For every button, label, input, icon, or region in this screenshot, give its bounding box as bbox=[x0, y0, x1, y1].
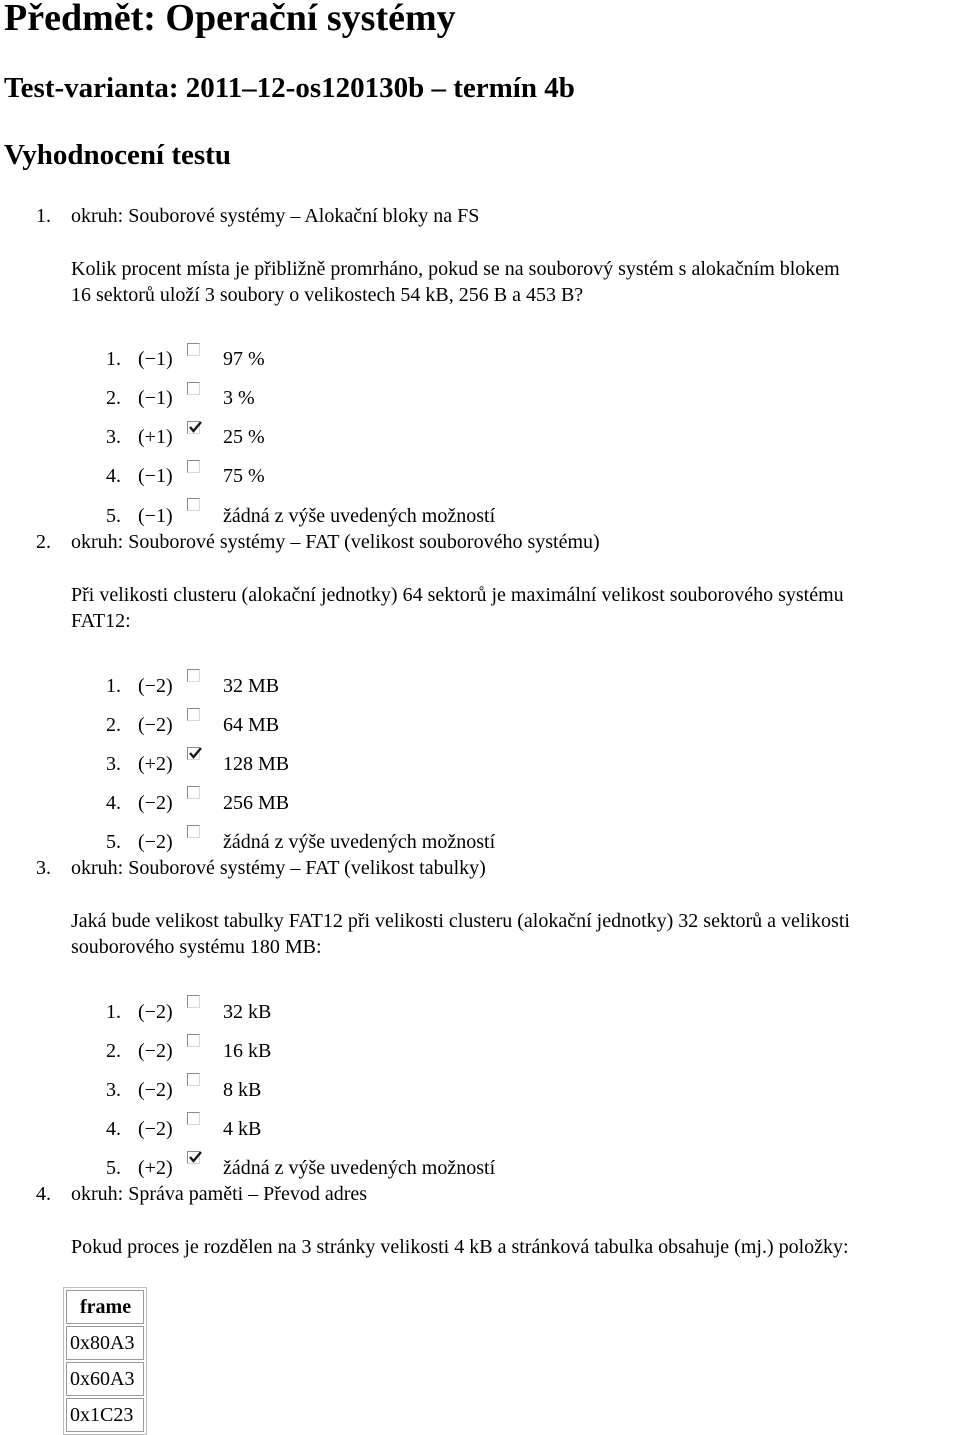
option-text: žádná z výše uvedených možností bbox=[223, 831, 496, 853]
option-score: (+2) bbox=[138, 753, 173, 775]
option-number: 4. bbox=[106, 1118, 121, 1140]
option-score: (−2) bbox=[138, 1079, 173, 1101]
option-checkbox[interactable] bbox=[187, 825, 200, 838]
option-checkbox[interactable] bbox=[187, 1034, 200, 1047]
option-score: (−2) bbox=[138, 1118, 173, 1140]
option-text: 32 MB bbox=[223, 675, 280, 697]
option-checkbox[interactable] bbox=[187, 708, 200, 721]
option-text: 16 kB bbox=[223, 1040, 272, 1062]
question-2-text-line-1: Při velikosti clusteru (alokační jednotky) 64 sektorů je maximální velikost souborového systému bbox=[71, 584, 844, 606]
option-number: 3. bbox=[106, 1079, 121, 1101]
option-score: (−1) bbox=[138, 505, 173, 527]
option-checkbox[interactable] bbox=[187, 460, 200, 473]
option-text: 256 MB bbox=[223, 792, 290, 814]
option-score: (+2) bbox=[138, 1157, 173, 1179]
table-cell: 0x1C23 bbox=[66, 1398, 144, 1432]
option-checkbox[interactable] bbox=[187, 1112, 200, 1125]
option-score: (−2) bbox=[138, 675, 173, 697]
question-1-number: 1. bbox=[36, 205, 51, 227]
option-score: (−1) bbox=[138, 348, 173, 370]
test-variant-heading: Test-varianta: 2011–12-os120130b – termín 4b bbox=[4, 72, 575, 104]
option-checkbox[interactable] bbox=[187, 498, 200, 511]
question-2-text-line-2: FAT12: bbox=[71, 610, 131, 632]
table-row bbox=[66, 1398, 144, 1432]
question-2-topic: okruh: Souborové systémy – FAT (velikost souborového systému) bbox=[71, 531, 600, 553]
option-checkbox[interactable] bbox=[187, 1073, 200, 1086]
option-number: 1. bbox=[106, 675, 121, 697]
table-row bbox=[66, 1362, 144, 1396]
question-4-number: 4. bbox=[36, 1183, 51, 1205]
option-number: 4. bbox=[106, 792, 121, 814]
check-icon bbox=[188, 746, 204, 762]
question-3-text-line-1: Jaká bude velikost tabulky FAT12 při velikosti clusteru (alokační jednotky) 32 sektorů a velikosti bbox=[71, 910, 850, 932]
option-checkbox[interactable] bbox=[187, 747, 200, 760]
option-checkbox[interactable] bbox=[187, 1151, 200, 1164]
option-checkbox[interactable] bbox=[187, 382, 200, 395]
option-number: 3. bbox=[106, 753, 121, 775]
option-number: 3. bbox=[106, 426, 121, 448]
option-number: 2. bbox=[106, 1040, 121, 1062]
question-2-number: 2. bbox=[36, 531, 51, 553]
option-number: 4. bbox=[106, 465, 121, 487]
option-score: (−2) bbox=[138, 1040, 173, 1062]
option-score: (−1) bbox=[138, 387, 173, 409]
option-checkbox[interactable] bbox=[187, 995, 200, 1008]
option-number: 5. bbox=[106, 831, 121, 853]
option-text: 75 % bbox=[223, 465, 265, 487]
table-cell: 0x80A3 bbox=[66, 1326, 144, 1360]
option-score: (−2) bbox=[138, 792, 173, 814]
question-3-number: 3. bbox=[36, 857, 51, 879]
option-text: 25 % bbox=[223, 426, 265, 448]
option-text: žádná z výše uvedených možností bbox=[223, 1157, 496, 1179]
option-number: 5. bbox=[106, 505, 121, 527]
option-score: (−2) bbox=[138, 1001, 173, 1023]
question-3-text-line-2: souborového systému 180 MB: bbox=[71, 936, 322, 958]
question-1-text-line-2: 16 sektorů uloží 3 soubory o velikostech 54 kB, 256 B a 453 B? bbox=[71, 284, 584, 306]
option-text: 97 % bbox=[223, 348, 265, 370]
option-text: 32 kB bbox=[223, 1001, 272, 1023]
option-text: 8 kB bbox=[223, 1079, 262, 1101]
question-4-topic: okruh: Správa paměti – Převod adres bbox=[71, 1183, 368, 1205]
option-number: 5. bbox=[106, 1157, 121, 1179]
option-checkbox[interactable] bbox=[187, 421, 200, 434]
option-score: (−1) bbox=[138, 465, 173, 487]
check-icon bbox=[188, 1150, 204, 1166]
option-text: 128 MB bbox=[223, 753, 290, 775]
question-3-topic: okruh: Souborové systémy – FAT (velikost tabulky) bbox=[71, 857, 486, 879]
table-cell: 0x60A3 bbox=[66, 1362, 144, 1396]
option-text: 64 MB bbox=[223, 714, 280, 736]
question-4-text-line-1: Pokud proces je rozdělen na 3 stránky velikosti 4 kB a stránková tabulka obsahuje (mj.) položky: bbox=[71, 1236, 849, 1258]
option-number: 1. bbox=[106, 348, 121, 370]
check-icon bbox=[188, 420, 204, 436]
option-score: (−2) bbox=[138, 831, 173, 853]
table-header-row bbox=[66, 1290, 144, 1324]
table-header-frame: frame bbox=[66, 1290, 144, 1324]
question-1-text-line-1: Kolik procent místa je přibližně promrháno, pokud se na souborový systém s alokačním blokem bbox=[71, 258, 840, 280]
option-score: (+1) bbox=[138, 426, 173, 448]
option-number: 2. bbox=[106, 387, 121, 409]
option-score: (−2) bbox=[138, 714, 173, 736]
option-checkbox[interactable] bbox=[187, 343, 200, 356]
question-1-topic: okruh: Souborové systémy – Alokační bloky na FS bbox=[71, 205, 480, 227]
option-checkbox[interactable] bbox=[187, 669, 200, 682]
page-table bbox=[63, 1287, 147, 1435]
option-checkbox[interactable] bbox=[187, 786, 200, 799]
evaluation-heading: Vyhodnocení testu bbox=[4, 139, 231, 171]
option-number: 2. bbox=[106, 714, 121, 736]
option-text: žádná z výše uvedených možností bbox=[223, 505, 496, 527]
table-row bbox=[66, 1326, 144, 1360]
option-text: 4 kB bbox=[223, 1118, 262, 1140]
option-number: 1. bbox=[106, 1001, 121, 1023]
page-title: Předmět: Operační systémy bbox=[4, 0, 456, 39]
option-text: 3 % bbox=[223, 387, 255, 409]
